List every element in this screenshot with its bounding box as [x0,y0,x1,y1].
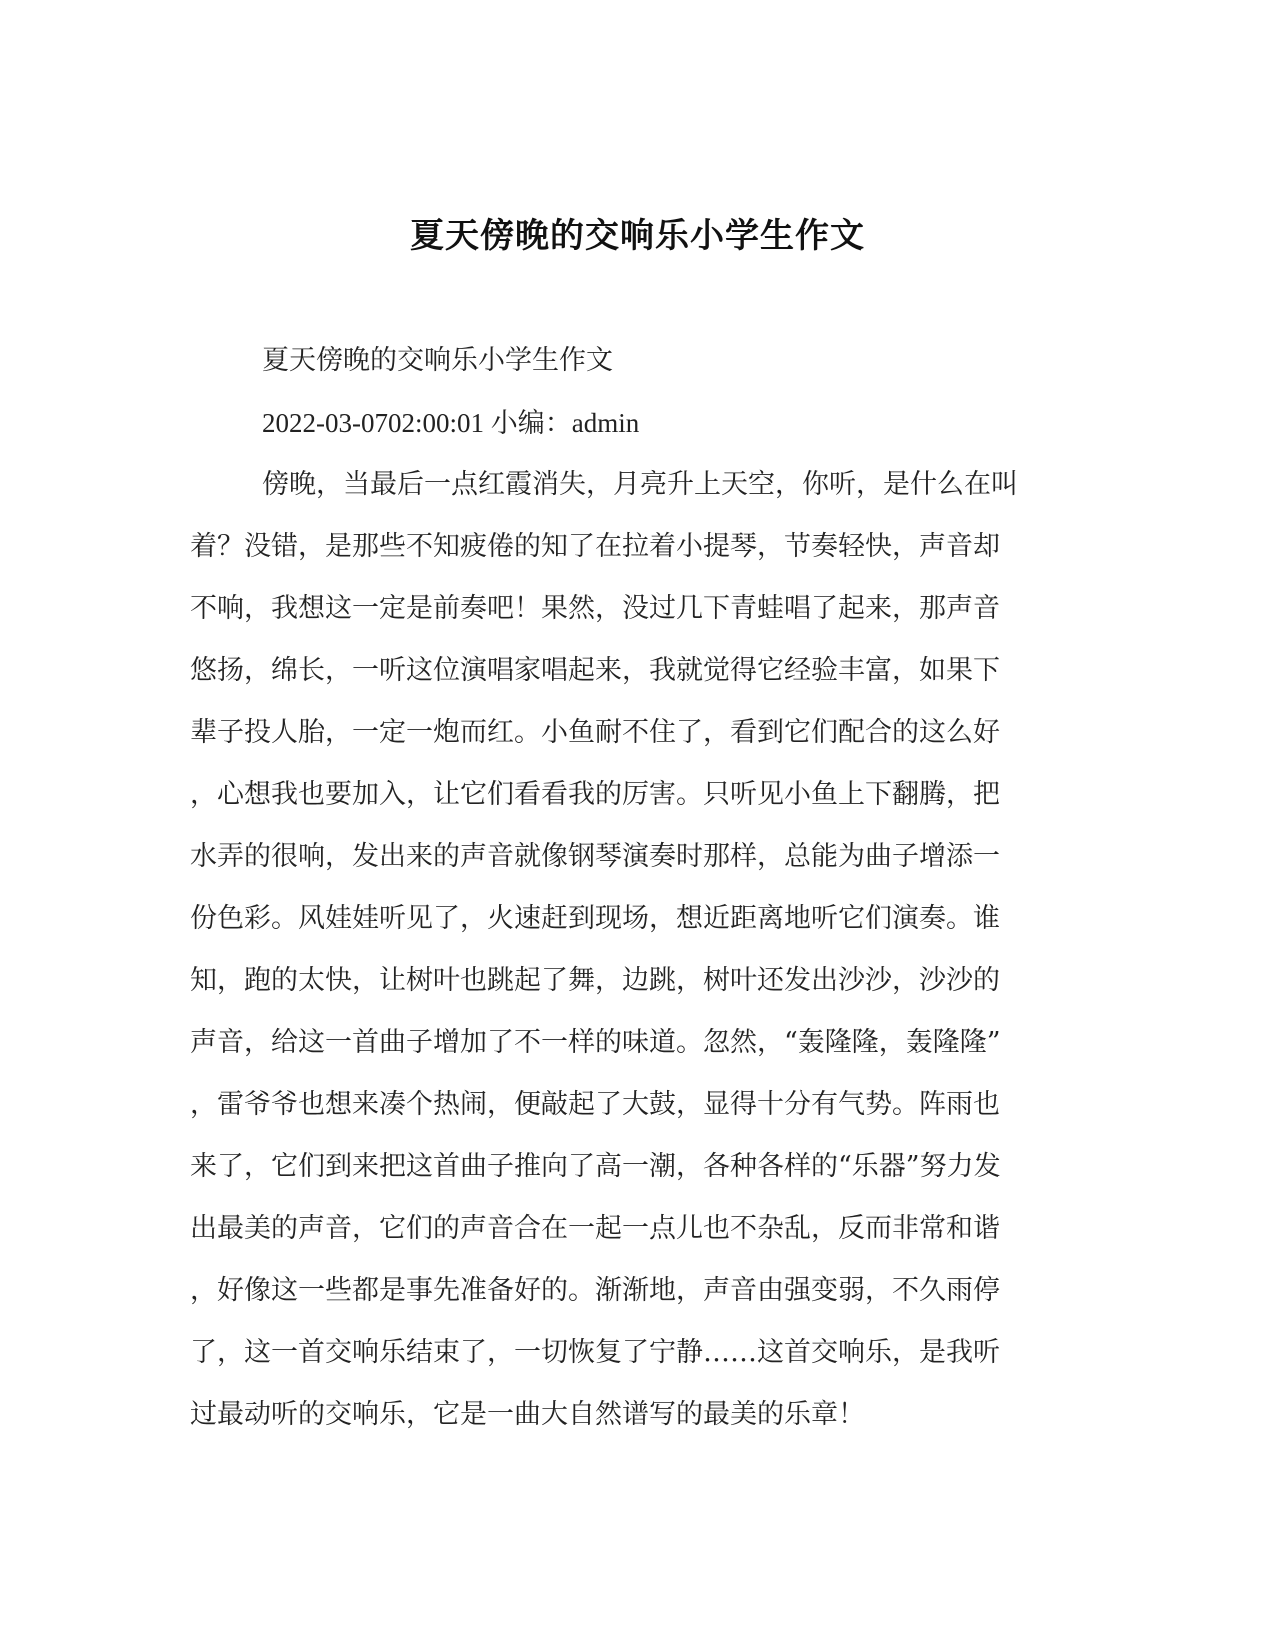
body-line: ，雷爷爷也想来凑个热闹，便敲起了大鼓，显得十分有气势。阵雨也 [190,1089,1000,1120]
body-line: 份色彩。风娃娃听见了，火速赶到现场，想近距离地听它们演奏。谁 [190,903,1000,934]
document-title: 夏天傍晚的交响乐小学生作文 [410,216,865,256]
body-line: 声音，给这一首曲子增加了不一样的味道。忽然，“轰隆隆，轰隆隆” [190,1027,1001,1058]
body-line: 了，这一首交响乐结束了，一切恢复了宁静……这首交响乐，是我听 [190,1337,1000,1368]
document-meta: 2022-03-0702:00:01 小编：admin [262,408,640,438]
body-line: 知，跑的太快，让树叶也跳起了舞，边跳，树叶还发出沙沙，沙沙的 [190,965,1000,996]
body-line: 悠扬，绵长，一听这位演唱家唱起来，我就觉得它经验丰富，如果下 [190,655,1000,686]
body-line: 出最美的声音，它们的声音合在一起一点儿也不杂乱，反而非常和谐 [190,1213,1000,1244]
body-line: ，好像这一些都是事先准备好的。渐渐地，声音由强变弱，不久雨停 [190,1275,1000,1306]
document-body [190,330,1070,1446]
body-line: 不响，我想这一定是前奏吧！果然，没过几下青蛙唱了起来，那声音 [190,593,1000,624]
body-line: 傍晚，当最后一点红霞消失，月亮升上天空，你听，是什么在叫 [262,469,1018,500]
body-line: ，心想我也要加入，让它们看看我的厉害。只听见小鱼上下翻腾，把 [190,779,1000,810]
body-line: 辈子投人胎，一定一炮而红。小鱼耐不住了，看到它们配合的这么好 [190,717,1000,748]
body-line: 过最动听的交响乐，它是一曲大自然谱写的最美的乐章！ [190,1399,865,1430]
body-line: 水弄的很响，发出来的声音就像钢琴演奏时那样，总能为曲子增添一 [190,841,1000,872]
body-line: 来了，它们到来把这首曲子推向了高一潮，各种各样的“乐器”努力发 [190,1151,1001,1182]
document-subtitle: 夏天傍晚的交响乐小学生作文 [262,345,613,376]
body-line: 着？没错，是那些不知疲倦的知了在拉着小提琴，节奏轻快，声音却 [190,531,1000,562]
